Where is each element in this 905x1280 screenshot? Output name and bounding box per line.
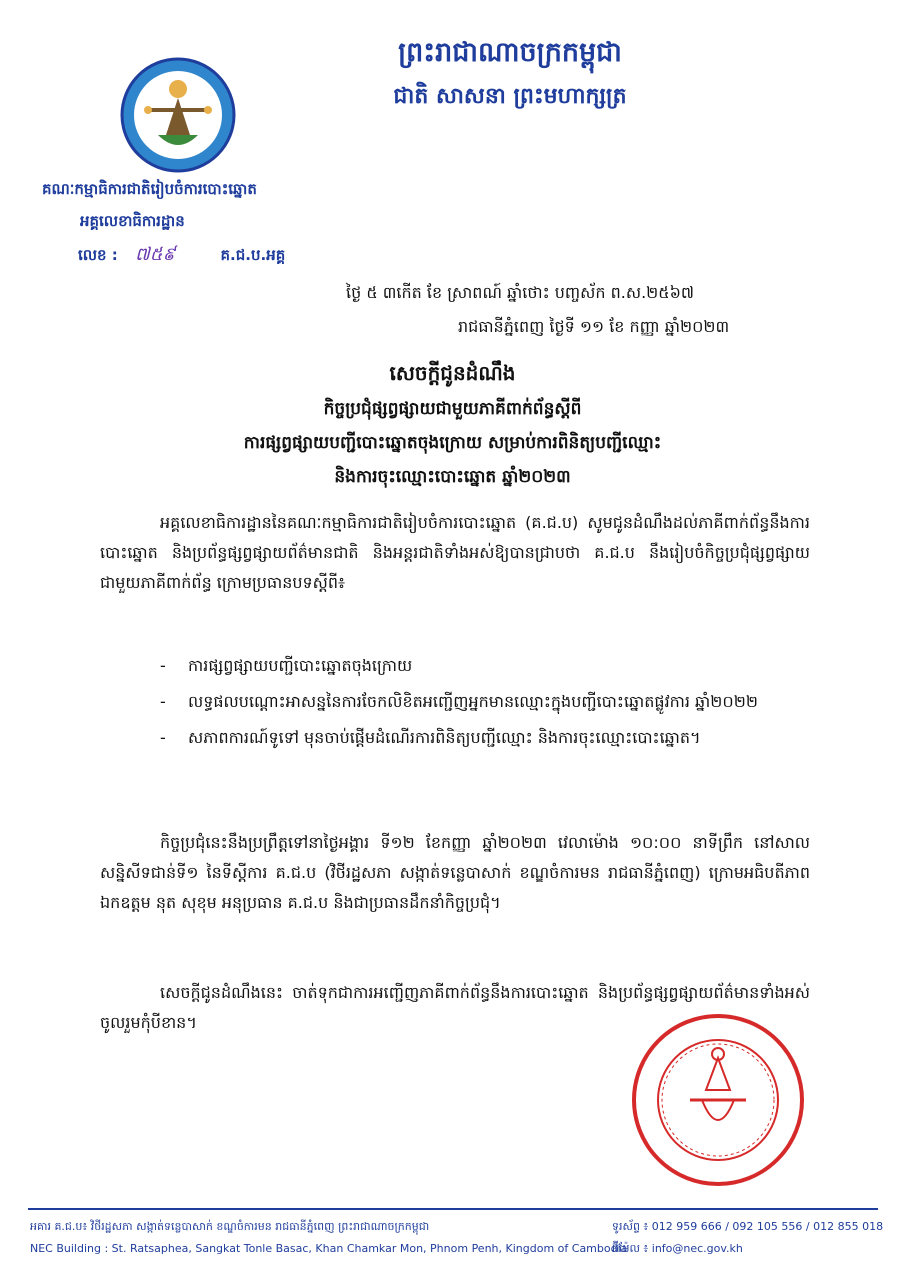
notice-title: សេចក្តីជូនដំណឹង — [389, 361, 516, 385]
reference-label: លេខ : — [78, 246, 118, 264]
reference-number: ៧៥៩ — [135, 244, 176, 265]
organization-name: គណៈកម្មាធិការជាតិរៀបចំការបោះឆ្នោត — [42, 180, 257, 198]
official-seal-stamp — [628, 1010, 808, 1190]
footer-phone: ទូរស័ព្ទ ៖ 012 959 666 / 092 105 556 / 012 855 018 — [612, 1220, 884, 1233]
list-item: - សភាពការណ៍ទូទៅ មុនចាប់ផ្តើមដំណើរការពិនិត្យបញ្ជីឈ្មោះ និងការចុះឈ្មោះបោះឆ្នោត។ — [160, 722, 820, 754]
notice-subtitle-line-1: កិច្ចប្រជុំផ្សព្វផ្សាយជាមួយភាគីពាក់ព័ន្ធស្តីពី — [323, 399, 582, 419]
nec-emblem-logo — [118, 55, 238, 175]
reference-number-row — [78, 242, 285, 269]
footer-address-english: NEC Building : St. Ratsaphea, Sangkat Tonle Basac, Khan Chamkar Mon, Phnom Penh, Kingdom of Cambodia — [30, 1242, 628, 1255]
body-paragraph-3: សេចក្តីជូនដំណឹងនេះ ចាត់ទុកជាការអញ្ជើញភាគីពាក់ព័ន្ធនឹងការបោះឆ្នោត និងប្រព័ន្ធផ្សព្វផ្សាយព័ត៌មានទាំងអស់ចូលរួមកុំបីខាន។ — [100, 983, 810, 1032]
solar-date: រាជធានីភ្នំពេញ ថ្ងៃទី ១១ ខែ កញ្ញា ឆ្នាំ២០២៣ — [458, 317, 730, 336]
notice-subtitle-line-3: និងការចុះឈ្មោះបោះឆ្នោត ឆ្នាំ២០២៣ — [334, 467, 571, 487]
kingdom-heading: ព្រះរាជាណាចក្រកម្ពុជា — [398, 37, 622, 68]
body-paragraph-2: កិច្ចប្រជុំនេះនឹងប្រព្រឹត្តទៅនាថ្ងៃអង្គារ ទី១២ ខែកញ្ញា ឆ្នាំ២០២៣ វេលាម៉ោង ១០:០០ នាទីព្រឹក នៅសាលសន្និសីទជាន់ទី១ នៃទីស្តីការ គ.ជ.ប (វិថីរដ្ឋសភា សង្កាត់ទន្លេបាសាក់ ខណ្ឌចំការមន រាជធានីភ្នំពេញ) ក្រោមអធិបតីភាព ឯកឧត្តម នុត សុខុម អនុប្រធាន គ.ជ.ប និងជាប្រធានដឹកនាំកិច្ចប្រជុំ។ — [100, 833, 810, 912]
footer-email: អ៊ីម៉ែល ៖ info@nec.gov.kh — [612, 1242, 743, 1255]
list-item: - លទ្ធផលបណ្តោះអាសន្ននៃការចែកលិខិតអញ្ជើញអ្នកមានឈ្មោះក្នុងបញ្ជីបោះឆ្នោតផ្លូវការ ឆ្នាំ២០២២ — [160, 686, 820, 718]
department-name: អគ្គលេខាធិការដ្ឋាន — [80, 212, 185, 230]
national-motto: ជាតិ សាសនា ព្រះមហាក្សត្រ — [393, 84, 627, 109]
reference-suffix: គ.ជ.ប.អគ្គ — [220, 246, 286, 264]
notice-subtitle-line-2: ការផ្សព្វផ្សាយបញ្ជីបោះឆ្នោតចុងក្រោយ សម្រាប់ការពិនិត្យបញ្ជីឈ្មោះ — [243, 433, 662, 453]
footer-address-khmer: អគារ គ.ជ.ប៖ វិថីរដ្ឋសភា សង្កាត់ទន្លេបាសាក់ ខណ្ឌចំការមន រាជធានីភ្នំពេញ ព្រះរាជាណាចក្រកម្ពុជា — [30, 1220, 430, 1233]
topic-list — [160, 650, 820, 758]
list-item: - ការផ្សព្វផ្សាយបញ្ជីបោះឆ្នោតចុងក្រោយ — [160, 650, 820, 682]
lunar-date: ថ្ងៃ ៥ ៣កើត ខែ ស្រាពណ៍ ឆ្នាំថោះ បញ្ចស័ក ព.ស.២៥៦៧ — [346, 283, 695, 302]
body-paragraph-1: អគ្គលេខាធិការដ្ឋាននៃគណៈកម្មាធិការជាតិរៀបចំការបោះឆ្នោត (គ.ជ.ប) សូមជូនដំណឹងដល់ភាគីពាក់ព័ន្ធនឹងការបោះឆ្នោត និងប្រព័ន្ធផ្សព្វផ្សាយព័ត៌មានជាតិ និងអន្តរជាតិទាំងអស់ឱ្យបានជ្រាបថា គ.ជ.ប នឹងរៀបចំកិច្ចប្រជុំផ្សព្វផ្សាយជាមួយភាគីពាក់ព័ន្ធ ក្រោមប្រធានបទស្តីពី៖ — [100, 513, 810, 592]
footer-divider — [28, 1208, 878, 1210]
